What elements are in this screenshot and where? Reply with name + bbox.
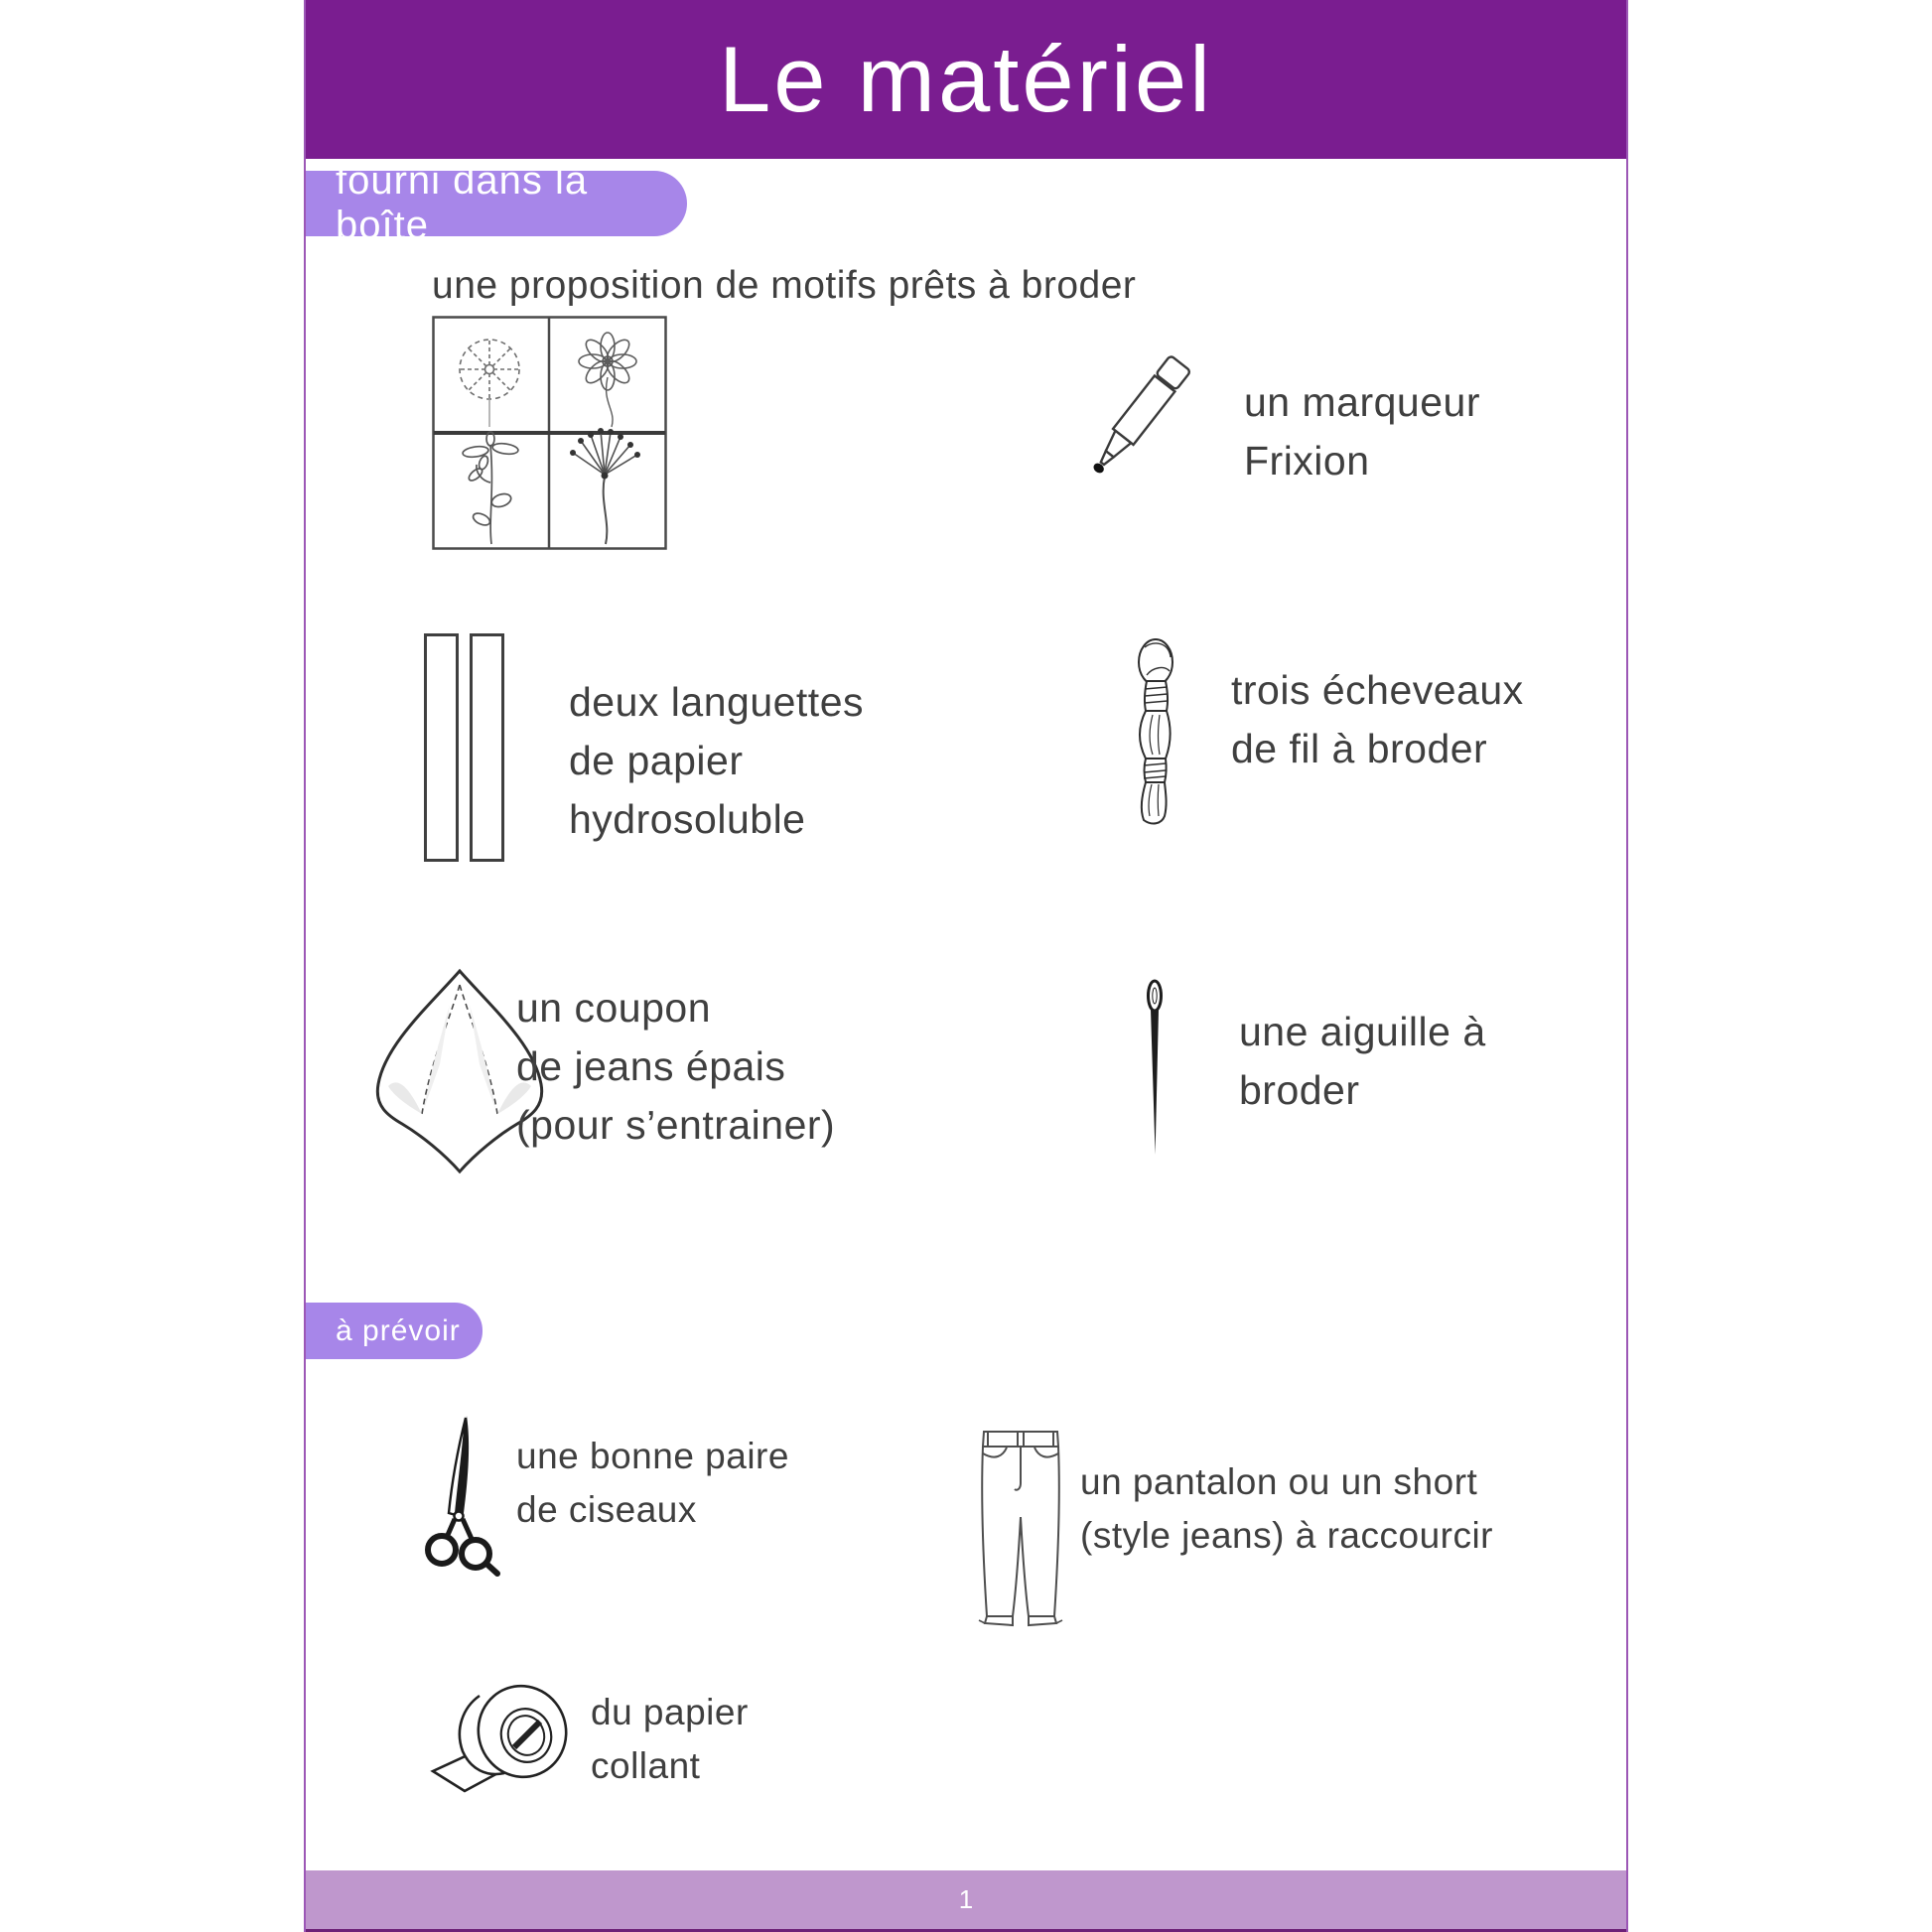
tape-text bbox=[591, 1686, 749, 1793]
needle-line-1: une aiguille à bbox=[1239, 1009, 1486, 1054]
floss-skein-icon bbox=[1120, 635, 1189, 829]
header-band bbox=[306, 0, 1626, 159]
needle-text bbox=[1239, 1003, 1486, 1120]
needle-icon bbox=[1142, 976, 1168, 1160]
scissors-text bbox=[516, 1430, 789, 1537]
motifs-grid-icon bbox=[432, 316, 667, 550]
tape-roll-icon bbox=[425, 1674, 576, 1795]
motifs-caption: une proposition de motifs prêts à broder bbox=[432, 264, 1137, 307]
strips-line-2: de papier bbox=[569, 738, 744, 783]
marker-line-2: Frixion bbox=[1244, 438, 1370, 483]
strips-line-1: deux languettes bbox=[569, 679, 865, 725]
paper-strips-icon bbox=[470, 633, 504, 862]
needle-line-2: broder bbox=[1239, 1067, 1360, 1113]
coupon-text bbox=[516, 979, 835, 1155]
marker-pen-icon bbox=[1060, 345, 1209, 499]
coupon-line-2: de jeans épais bbox=[516, 1043, 786, 1089]
page-number: 1 bbox=[958, 1884, 974, 1914]
pants-line-1: un pantalon ou un short bbox=[1080, 1461, 1478, 1502]
marker-text bbox=[1244, 373, 1480, 490]
tape-line-2: collant bbox=[591, 1745, 701, 1786]
tape-line-1: du papier bbox=[591, 1692, 749, 1732]
pants-line-2: (style jeans) à raccourcir bbox=[1080, 1515, 1494, 1556]
scissors-line-1: une bonne paire bbox=[516, 1436, 789, 1476]
booklet-page bbox=[304, 0, 1628, 1932]
section-pill-fourni-label: fourni dans la boîte bbox=[336, 159, 589, 247]
coupon-line-1: un coupon bbox=[516, 985, 712, 1031]
section-pill-fourni bbox=[306, 159, 687, 247]
floss-text bbox=[1231, 661, 1524, 778]
section-pill-prevoir bbox=[306, 1303, 483, 1359]
jeans-icon bbox=[975, 1426, 1066, 1636]
paper-strips-icon bbox=[424, 633, 459, 862]
coupon-line-3: (pour s’entrainer) bbox=[516, 1102, 836, 1148]
strips-text bbox=[569, 673, 864, 849]
section-pill-prevoir-label: à prévoir bbox=[336, 1313, 461, 1347]
scissors-icon bbox=[422, 1414, 506, 1578]
pants-text bbox=[1080, 1455, 1493, 1563]
footer-band bbox=[306, 1870, 1626, 1932]
scissors-line-2: de ciseaux bbox=[516, 1489, 697, 1530]
floss-line-1: trois écheveaux bbox=[1231, 667, 1524, 713]
marker-line-1: un marqueur bbox=[1244, 379, 1480, 425]
strips-line-3: hydrosoluble bbox=[569, 796, 806, 842]
page-title: Le matériel bbox=[719, 27, 1213, 131]
floss-line-2: de fil à broder bbox=[1231, 726, 1488, 771]
